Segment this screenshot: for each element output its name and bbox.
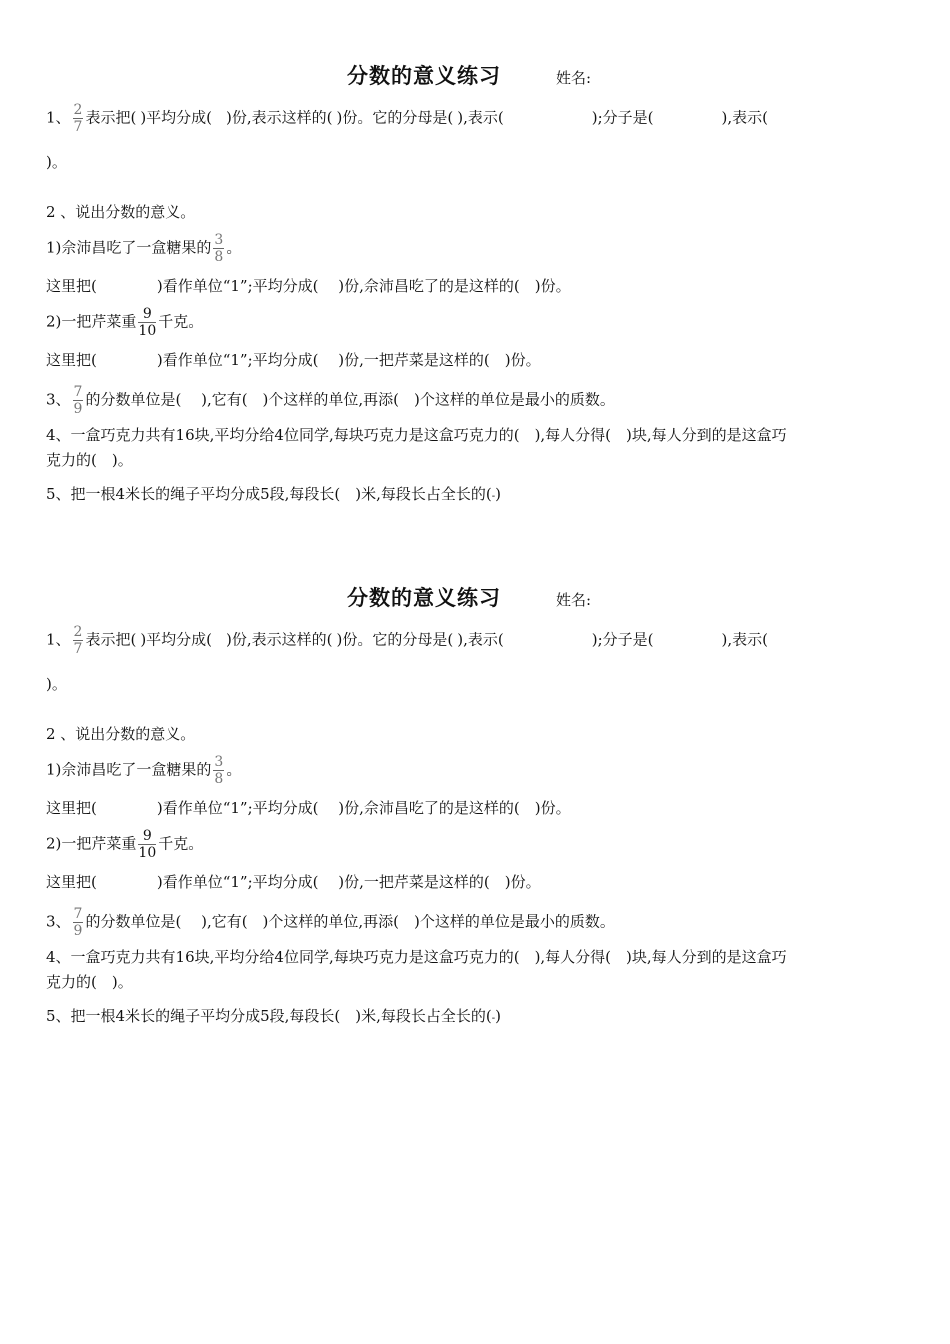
- fraction-2-7: $\frac{2}{7}$: [73, 624, 83, 657]
- question-4-line-2: 克力的( )。: [46, 973, 133, 991]
- name-label: 姓名:: [556, 69, 592, 87]
- question-2-heading: 2 、说出分数的意义。: [46, 725, 196, 743]
- question-number: 1、: [46, 108, 71, 127]
- question-3: 3、 $\frac{7}{9}$ 的分数单位是( ),它有( )个这样的单位,再添( )个这样的单位是最小的质数。: [46, 384, 615, 417]
- question-2-part-1: 1)佘沛昌吃了一盒糖果的 $\frac{3}{8}$ 。: [46, 754, 242, 787]
- fraction-7-9: $\frac{7}{9}$: [73, 384, 83, 417]
- question-3: 3、 $\frac{7}{9}$ 的分数单位是( ),它有( )个这样的单位,再添( )个这样的单位是最小的质数。: [46, 906, 615, 939]
- question-4-line-1: 4、一盒巧克力共有16块,平均分给4位同学,每块巧克力是这盒巧克力的( ),每人分得( )块,每人分到的是这盒巧: [46, 426, 787, 444]
- worksheet-title: 分数的意义练习: [347, 586, 501, 610]
- question-2-part-2: 2)一把芹菜重 $\frac{9}{10}$ 千克。: [46, 306, 204, 339]
- fraction-7-9: $\frac{7}{9}$: [73, 906, 83, 939]
- question-2-part-1-line: 这里把( )看作单位“1”;平均分成( )份,佘沛昌吃了的是这样的( )份。: [46, 799, 571, 817]
- question-1: 1、 $\frac{2}{7}$ 表示把( )平均分成( )份,表示这样的( )份。它的分母是( ),表示( );分子是( ),表示(: [46, 624, 768, 657]
- question-2-heading: 2 、说出分数的意义。: [46, 203, 196, 221]
- question-5: 5、把一根4米长的绳子平均分成5段,每段长( )米,每段长占全长的(-): [46, 485, 501, 503]
- fraction-9-10: $\frac{9}{10}$: [138, 306, 157, 339]
- question-1-end: )。: [46, 153, 67, 171]
- question-1-end: )。: [46, 675, 67, 693]
- question-2-part-2: 2)一把芹菜重 $\frac{9}{10}$ 千克。: [46, 828, 204, 861]
- name-label: 姓名:: [556, 591, 592, 609]
- question-2-part-2-line: 这里把( )看作单位“1”;平均分成( )份,一把芹菜是这样的( )份。: [46, 351, 541, 369]
- fraction-3-8: $\frac{3}{8}$: [214, 232, 224, 265]
- worksheet-1: [0, 0, 950, 503]
- question-1: 1、 $\frac{2}{7}$ 表示把( )平均分成( )份,表示这样的( )份。它的分母是( ),表示( );分子是( ),表示(: [46, 102, 768, 135]
- question-5: 5、把一根4米长的绳子平均分成5段,每段长( )米,每段长占全长的(-): [46, 1007, 501, 1025]
- question-4-line-1: 4、一盒巧克力共有16块,平均分给4位同学,每块巧克力是这盒巧克力的( ),每人分得( )块,每人分到的是这盒巧: [46, 948, 787, 966]
- question-2-part-2-line: 这里把( )看作单位“1”;平均分成( )份,一把芹菜是这样的( )份。: [46, 873, 541, 891]
- worksheet-2: [0, 522, 950, 1025]
- question-4-line-2: 克力的( )。: [46, 451, 133, 469]
- question-2-part-1: 1)佘沛昌吃了一盒糖果的 $\frac{3}{8}$ 。: [46, 232, 242, 265]
- question-2-part-1-line: 这里把( )看作单位“1”;平均分成( )份,佘沛昌吃了的是这样的( )份。: [46, 277, 571, 295]
- worksheet-title: 分数的意义练习: [347, 64, 501, 88]
- fraction-9-10: $\frac{9}{10}$: [138, 828, 157, 861]
- fraction-2-7: $\frac{2}{7}$: [73, 102, 83, 135]
- fraction-3-8: $\frac{3}{8}$: [214, 754, 224, 787]
